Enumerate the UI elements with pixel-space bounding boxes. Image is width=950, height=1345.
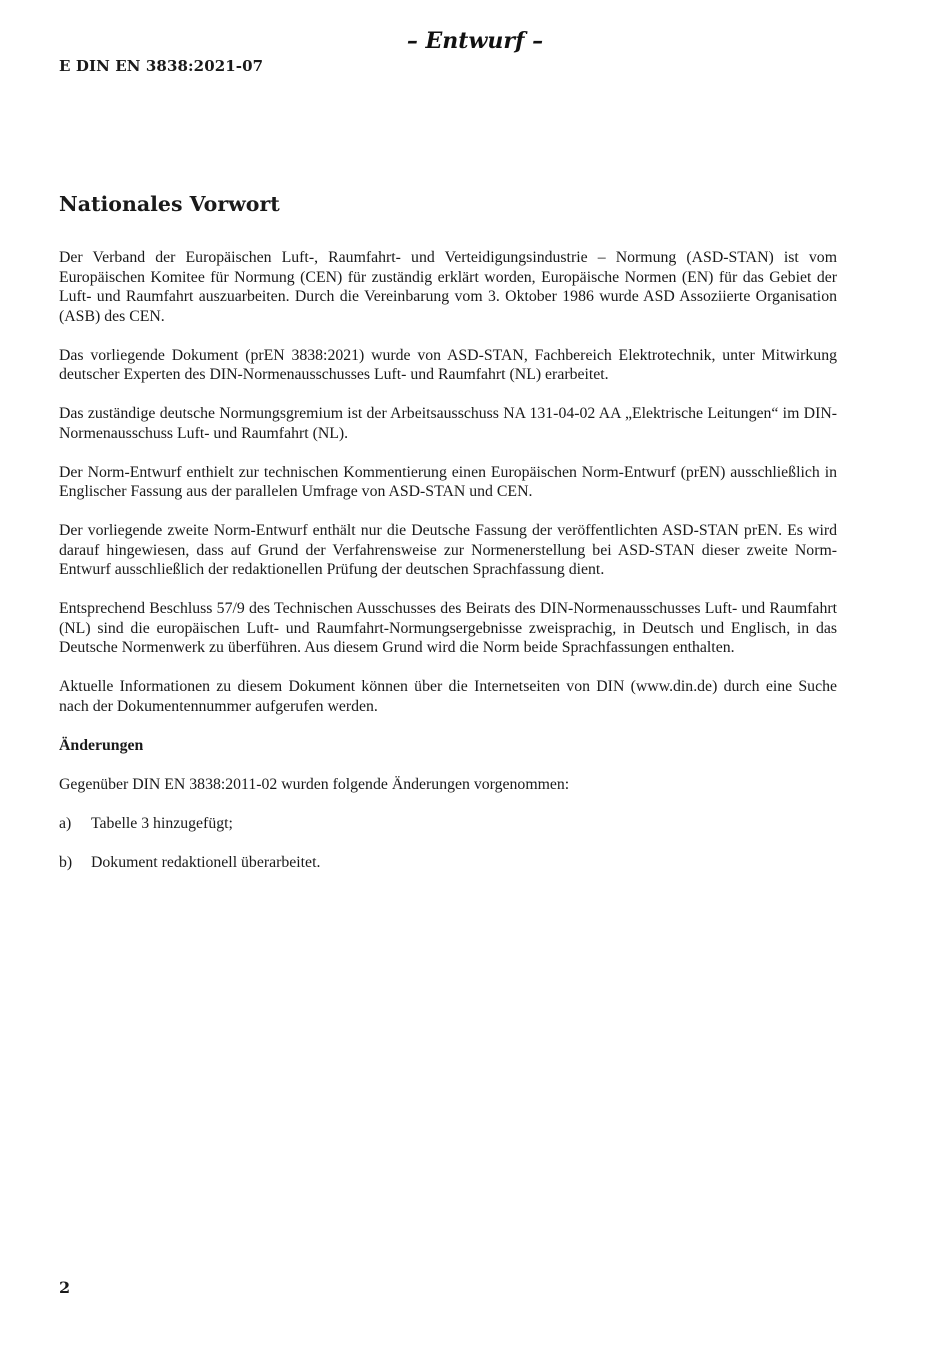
paragraph-bilingual-decision: Entsprechend Beschluss 57/9 des Technischen Ausschusses des Beirats des DIN-Normenausschusses Luft- und Raumfahrt (NL) sind die europäischen Luft- und Raumfahrt-Normungsergebnisse zweisprachig, in Deutsch und Englisch, in das Deutsche Normenwerk zu überführen. Aus diesem Grund wird die Norm beide Sprachfassungen enthalten. [59, 600, 837, 656]
document-identifier: E DIN EN 3838:2021-07 [59, 57, 264, 75]
page-number: 2 [59, 1278, 71, 1297]
list-item-text: Tabelle 3 hinzugefügt; [91, 814, 233, 832]
changes-intro: Gegenüber DIN EN 3838:2011-02 wurden folgende Änderungen vorgenommen: [59, 775, 570, 793]
paragraph-current-information: Aktuelle Informationen zu diesem Dokument können über die Internetseiten von DIN (www.din.de) durch eine Suche nach der Dokumentennummer aufgerufen werden. [59, 678, 837, 715]
list-item [59, 853, 837, 873]
paragraph-responsible-committee: Das zuständige deutsche Normungsgremium ist der Arbeitsausschuss NA 131-04-02 AA „Elektrische Leitungen“ im DIN-Normenausschuss Luft- und Raumfahrt (NL). [59, 405, 837, 442]
draft-watermark-heading: – Entwurf – [406, 28, 544, 54]
paragraph-second-draft: Der vorliegende zweite Norm-Entwurf enthält nur die Deutsche Fassung der veröffentlichten ASD-STAN prEN. Es wird darauf hingewiesen, dass auf Grund der Verfahrensweise zur Normenerstellung bei ASD-STAN dieser zweite Norm-Entwurf ausschließlich der redaktionellen Prüfung der deutschen Sprachfassung dient. [59, 522, 837, 578]
list-item-text: Dokument redaktionell überarbeitet. [91, 853, 321, 871]
paragraph-first-draft: Der Norm-Entwurf enthielt zur technischen Kommentierung einen Europäischen Norm-Entwurf (prEN) ausschließlich in Englischer Fassung aus der parallelen Umfrage von ASD-STAN und CEN. [59, 463, 837, 500]
document-body [59, 190, 837, 892]
paragraph-document-origin: Das vorliegende Dokument (prEN 3838:2021) wurde von ASD-STAN, Fachbereich Elektrotechnik, unter Mitwirkung deutscher Experten des DIN-Normenausschusses Luft- und Raumfahrt (NL) erarbeitet. [59, 346, 837, 383]
page-title: Nationales Vorwort [59, 192, 280, 216]
changes-heading: Änderungen [59, 736, 144, 754]
paragraph-asd-stan-mandate: Der Verband der Europäischen Luft-, Raumfahrt- und Verteidigungsindustrie – Normung (ASD-STAN) ist vom Europäischen Komitee für Normung (CEN) für zuständig erklärt worden, Europäische Normen (EN) für das Gebiet der Luft- und Raumfahrt auszuarbeiten. Durch die Vereinbarung vom 3. Oktober 1986 wurde ASD Assoziierte Organisation (ASB) des CEN. [59, 249, 837, 325]
list-marker: b) [59, 853, 73, 871]
list-item [59, 814, 837, 834]
list-marker: a) [59, 814, 72, 832]
